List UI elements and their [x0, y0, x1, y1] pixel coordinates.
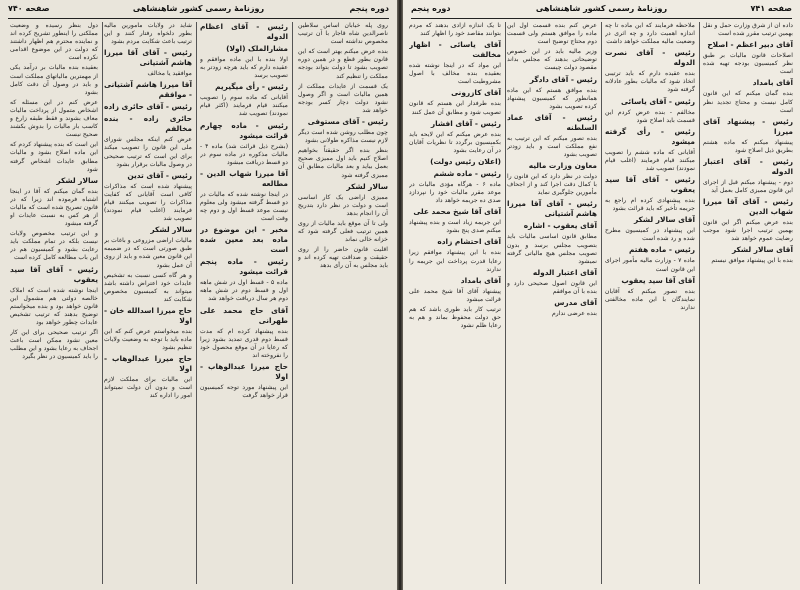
- paragraph: بنده پیشنهاد کرده ام که مدت قسط دوم قدری تمدید بشود زیرا که رعایا در آن موقع محصول خود را نفروخته اند: [200, 327, 288, 359]
- speaker-heading: رئیس - آقای آقا میرزا شهاب الدین: [703, 197, 793, 217]
- paragraph: مطابق قانون اساسی مالیات باید بتصویب مجلس برسد و بدون تصویب مجلس هیچ مالیاتی گرفته نمیشود: [507, 233, 597, 265]
- paragraph: اقلیت قانون حاضر را از روی حقیقت و صداقت تهیه کرده اند و باید مجلس به آن رأی بدهد: [298, 246, 388, 270]
- right-page-column: [507, 22, 597, 584]
- paragraph: بنده گمان میکنم که آقا در اینجا اشتباه فرموده اند زیرا که در قانون تصریح شده است که مالیات از هر کس به نسبت عایدات او گرفته میشود: [10, 187, 98, 228]
- speaker-heading: آقای اعتبار الدوله: [532, 267, 597, 277]
- speaker-heading: سالار لشکر: [56, 175, 98, 185]
- speaker-heading: رئیس - آقای عماد السلطنه: [507, 112, 597, 132]
- paragraph: مالیات اراضی مزروعی و باغات بر طبق صورتی است که در ضمیمه این قانون معین شده و باید از روی آن عمل بشود: [104, 237, 192, 269]
- paragraph: اگر ترتیب صحیحی برای این کار معین نشود ممکن است باعث اجحاف به رعایا بشود و این مطلب را باید کمیسیون در نظر بگیرد: [10, 329, 98, 361]
- paragraph: موافقید یا مخالف: [147, 70, 192, 78]
- paragraph: روی پله خیابان اساس سلاطین ناصرالدین شاه قاجار با آن ترتیب مخصوص نداشته است: [298, 22, 388, 46]
- column-divider: [699, 22, 700, 584]
- paragraph: پیشنهاد آقای آقا شیخ محمد علی قرائت میشود: [409, 287, 501, 303]
- speaker-heading: سالار لشکر: [150, 225, 192, 235]
- paragraph: این است که بنده پیشنهاد کردم که این ماده اصلاح بشود و مالیات مطابق عایدات اشخاص گرفته شود: [10, 141, 98, 173]
- speaker-heading: رئیس - آقای دادگر: [529, 74, 597, 84]
- paragraph: بنده با این پیشنهاد موافقم زیرا رعایا قدرت پرداخت این جریمه را ندارند: [409, 249, 501, 273]
- paragraph: آقایانی که ماده ششم را تصویب میکنند قیام فرمایند (اغلب قیام نمودند) تصویب شد: [605, 148, 695, 172]
- paragraph: یک قسمت از عایدات مملکت از همین مالیات است و اگر وصول نشود دولت دچار کسر بودجه خواهد شد: [298, 82, 388, 114]
- right-page-column: [605, 22, 695, 584]
- column-divider: [292, 22, 293, 584]
- speaker-heading: آقای سالار لشکر: [633, 215, 695, 225]
- paragraph: ملاحظه فرمایند که این ماده تا چه اندازه اهمیت دارد و چه اثری در وضعیت مالیه مملکت خواهد داشت: [605, 22, 695, 46]
- speaker-heading: سالار لشکر: [346, 181, 388, 191]
- paragraph: بنده پیشنهادی کرده ام راجع به جریمه تأخیر که باید قرائت بشود: [605, 197, 695, 213]
- paragraph: اصلاحات قانون مالیات بر طبق نظر کمیسیون بودجه تهیه شده است: [703, 52, 793, 76]
- right-page-column: [409, 22, 501, 584]
- paragraph: دوم - پیشنهاد میکنم قبل از اجرای این قانون ممیزی کامل بعمل آید: [703, 178, 793, 195]
- paragraph: بعقیده بنده مالیات بر درآمد یکی از مهمترین مالیاتهای مملکت است و باید در وصول آن دقت کامل بشود: [10, 64, 98, 96]
- speaker-heading: رئیس - رأی گرفته میشود: [605, 126, 695, 146]
- paragraph: پیشنهاد شده است که مذاکرات کافی است آقایانی که کفایت مذاکرات را تصویب میکنند قیام فرمایند (اغلب قیام نمودند) تصویب شد: [104, 182, 192, 223]
- speaker-heading: آقای آقا شیخ محمد علی: [413, 207, 501, 217]
- right-page-title: روزنامهٔ رسمی کشور شاهنشاهی: [535, 4, 668, 13]
- left-page-number: صفحه ۷۴۰: [8, 4, 50, 13]
- paragraph: این مواد که در اینجا نوشته شده بعقیده بنده مخالف با اصول مشروطیت است: [409, 62, 501, 86]
- speaker-heading: رئیس - آقای افشار: [430, 118, 501, 128]
- speaker-heading: رئیس - ماده هفتم: [628, 245, 695, 255]
- speaker-heading: رئیس - ماده پنجم قرائت میشود: [200, 257, 288, 277]
- right-page-column: [703, 22, 793, 584]
- column-divider: [196, 22, 197, 584]
- paragraph: بنده عرض میکنم بهتر است که این قانون بطور قطع و در همین دوره تصویب بشود تا دولت بتواند بودجه مملکت را تنظیم کند: [298, 48, 388, 80]
- speaker-heading: مخبر - این موضوع در ماده بعد معین شده است: [200, 225, 288, 255]
- paragraph: داده ان از شرق وزارت حمل و نقل بهمین ترتیب مقرر شده است: [703, 22, 793, 38]
- paragraph: عرض کنم بنده قسمت اول این ماده را موافق هستم ولی قسمت دوم محتاج توضیح است: [507, 22, 597, 46]
- paragraph: دول بنظر رسیده و وضعیت مملکتی را اینطور تشریح کرده اند و نماینده محترم هم اظهار داشتند که دولت در این موضوع اقدامی نکرده است: [10, 22, 98, 62]
- speaker-heading: آقای یعقوب - اشاره: [523, 221, 597, 231]
- right-page-number: صفحه ۷۴۱: [750, 4, 792, 13]
- speaker-heading: رئیس - پیشنهاد آقای میرزا: [703, 116, 793, 136]
- paragraph: ماده ۶ - هرگاه مؤدی مالیات در موعد مقرر مالیات خود را نپردازد صدی ده جریمه خواهد داد: [409, 180, 501, 205]
- speaker-heading: رئیس - آقای آقا سید یعقوب: [10, 264, 98, 284]
- paragraph: بنده با این پیشنهاد موافق نیستم: [711, 257, 793, 265]
- paragraph: بنده تصور میکنم که آقایان نمایندگان با این ماده مخالفتی ندارند: [605, 287, 695, 311]
- left-page: [0, 0, 397, 590]
- speaker-heading: آقای مدرس: [554, 297, 597, 307]
- paragraph: بنده گمان میکنم که این قانون کامل نیست و محتاج تجدید نظر است: [703, 90, 793, 114]
- speaker-heading: رئیس - آقای حائری زاده: [104, 102, 192, 112]
- speaker-heading: آقای کازرونی: [451, 88, 501, 98]
- right-header-rule: [411, 18, 792, 19]
- speaker-heading: رئیس - آقای آقا سید یعقوب: [605, 175, 695, 195]
- left-page-column: [298, 22, 388, 584]
- speaker-heading: رئیس - ماده ششم: [433, 168, 501, 178]
- paragraph: بنده تصور میکنم که این ترتیب به نفع مملکت است و باید زودتر تصویب بشود: [507, 134, 597, 159]
- speaker-heading: آقای بامداد: [460, 275, 501, 285]
- speaker-heading: آقای بامداد: [752, 78, 793, 88]
- paragraph: ولی تا آن موقع باید مالیات از روی همین ترتیب فعلی گرفته شود که خزانه خالی نماند: [298, 219, 388, 244]
- paragraph: بنظر بنده اگر حقیقتاً بخواهیم اصلاح کنیم باید اول ممیزی صحیح بعمل بیاید و بعد مالیات مطابق آن ممیزی گرفته شود: [298, 147, 388, 179]
- speaker-heading: رئیس - آقای آقا میرزا هاشم آشتیانی: [507, 199, 597, 219]
- paragraph: بنده طرفدار این هستم که قانون تصویب شود و مطابق آن عمل کنند: [409, 100, 501, 116]
- paragraph: شاید در ولایات مأمورین مالیه بطور دلخواه رفتار کنند و این ترتیب باعث شکایت مردم بشود: [104, 22, 192, 46]
- paragraph: و هر گاه کسی نسبت به تشخیص عایدات خود اعتراض داشته باشد میتواند به کمیسیون مخصوص شکایت کند: [104, 271, 192, 303]
- paragraph: اینجا نوشته شده است که املاک خالصه دولتی هم مشمول این قانون خواهد بود و بنده میخواستم توضیح بدهند که ترتیب تشخیص عایدات چطور خواهد بود: [10, 286, 98, 326]
- speaker-heading: رئیس - آقای آقا میرزا هاشم آشتیانی: [104, 48, 192, 68]
- left-page-title: روزنامهٔ رسمی کشور شاهنشاهی: [132, 4, 265, 13]
- paragraph: بنده میخواستم عرض کنم که این ماده باید با توجه به وضعیت ولایات تنظیم بشود: [104, 327, 192, 352]
- paragraph: این قانون اصول صحیحی دارد و بنده با آن موافقم: [507, 279, 597, 295]
- left-header-rule: [8, 18, 389, 19]
- speaker-heading: رئیس - آقای نصرت الدوله: [605, 48, 695, 68]
- paragraph: (بشرح ذیل قرائت شد) ماده ۴ - مالیات مذکوره در ماده سوم در دو قسط دریافت میشود: [200, 142, 288, 166]
- paragraph: دولت در نظر دارد که این قانون را با کمال دقت اجرا کند و از اجحاف مأمورین جلوگیری نماید: [507, 173, 597, 197]
- paragraph: آقایانی که ماده سوم را تصویب میکنند قیام فرمایند (اکثر قیام نمودند) تصویب شد: [200, 94, 288, 118]
- left-page-header: [8, 4, 389, 18]
- paragraph: این مالیات برای مملکت لازم است و بدون آن دولت نمیتواند امور را اداره کند: [104, 376, 192, 400]
- right-page-header: [411, 4, 792, 18]
- speaker-heading: آقای یاسائی - اظهار مخالفت: [409, 40, 501, 60]
- left-page-column: [104, 22, 192, 584]
- paragraph: پیشنهاد میکنم که ماده هشتم بطریق ذیل اصلاح شود: [703, 138, 793, 154]
- speaker-heading: رئیس - رأی میگیریم: [215, 82, 288, 92]
- speaker-heading: آقای آقا سید یعقوب: [621, 275, 695, 285]
- paragraph: بنده عرضی ندارم: [551, 309, 597, 317]
- speaker-heading: آقای دبیر اعظم - اصلاح: [707, 40, 793, 50]
- paragraph: این جریمه زیاد است و بنده پیشنهاد میکنم صدی پنج بشود: [409, 219, 501, 235]
- speaker-heading: حاج میرزا اسدالله خان - اولا: [104, 305, 192, 325]
- paragraph: در اینجا نوشته شده که مالیات در دو قسط گرفته میشود ولی معلوم نیست موعد قسط اول و دوم چه وقت است: [200, 190, 288, 223]
- right-page-period: دوره پنجم: [411, 4, 451, 13]
- paragraph: عرض کنم اینکه مجلس شورای ملی این قانون را تصویب میکند برای این است که ترتیب صحیحی در وصول مالیات برقرار بشود: [104, 136, 192, 168]
- paragraph: این پیشنهاد در کمیسیون مطرح شده و رد شده است: [605, 227, 695, 243]
- speaker-heading: آقای حاج محمد علی طهرانی: [200, 305, 288, 325]
- column-divider: [505, 22, 506, 584]
- column-divider: [102, 22, 103, 584]
- paragraph: بنده عرض میکنم که این لایحه باید بکمیسیون برگردد تا نظریات آقایان در آن رعایت بشود: [409, 130, 501, 154]
- paragraph: و این ترتیب مخصوص ولایات نیست بلکه در تمام مملکت باید رعایت بشود و کمیسیون هم در این باب مطالعه کامل کرده است: [10, 230, 98, 262]
- paragraph: بنده عرض میکنم اگر این قانون بهمین ترتیب اجرا شود موجب رضایت عموم خواهد شد: [703, 219, 793, 243]
- paragraph: این پیشنهاد مورد توجه کمیسیون قرار خواهد گرفت: [200, 383, 288, 399]
- paragraph: ممیزی اراضی یک کار اساسی است و دولت در نظر دارد بتدریج آن را انجام بدهد: [298, 193, 388, 217]
- paragraph: عرض کنم در این مسئله که اشخاص متمول از پرداخت مالیات معاف بشوند و فقط طبقه زارع و کاسب بار مالیات را بدوش بکشند صحیح نیست: [10, 98, 98, 139]
- speaker-heading: رئیس - آقای اعظام الدوله: [200, 22, 288, 41]
- paragraph: چون مطلب روشن شده است دیگر لازم نیست مذاکره طولانی بشود: [298, 129, 388, 145]
- speaker-heading: رئیس - ماده چهارم قرائت میشود: [200, 120, 288, 140]
- speaker-heading: رئیس - آقای مستوفی: [307, 117, 388, 127]
- speaker-heading: آقای سالار لشکر: [731, 245, 793, 255]
- speaker-heading: حاج میرزا عبدالوهاب - اولا: [104, 354, 192, 374]
- speaker-heading: (اعلان رئیس دولت): [430, 156, 501, 166]
- paragraph: بنده موافق هستم که این ماده همانطور که کمیسیون پیشنهاد کرده تصویب بشود: [507, 86, 597, 110]
- column-divider: [601, 22, 602, 584]
- speaker-heading: رئیس - آقای یاسائی: [620, 96, 695, 106]
- paragraph: تا یک اندازه آزادی بدهند که مردم بتوانند مقاصد خود را اظهار کنند: [409, 22, 501, 38]
- left-page-period: دوره پنجم: [349, 4, 389, 13]
- speaker-heading: حائری زاده - بنده مخالفم: [104, 114, 192, 134]
- speaker-heading: آقای احتشام زاده: [437, 237, 501, 247]
- speaker-heading: آقا میرزا شهاب الدین - مطالعه: [200, 168, 288, 188]
- paragraph: ماده ۷ - وزارت مالیه مأمور اجرای این قانون است: [605, 257, 695, 273]
- left-page-column: [200, 22, 288, 584]
- speaker-heading: حاج میرزا عبدالوهاب - اولا: [200, 361, 288, 381]
- paragraph: مخالفم - بنده عرض کردم این قسمت باید اصلاح شود: [605, 108, 695, 124]
- paragraph: بنده عقیده دارم که باید ترتیبی اتخاذ شود که مالیات بطور عادلانه گرفته شود: [605, 70, 695, 94]
- paragraph: اولا بنده با این ماده موافقم و عقیده دارم که باید هرچه زودتر به تصویب برسد: [200, 56, 288, 80]
- paragraph: ترتیب کار باید طوری باشد که هم حق دولت محفوظ بماند و هم به رعایا ظلم نشود: [409, 305, 501, 330]
- speaker-heading: آقا میرزا هاشم آشتیانی - موافقم: [104, 80, 192, 100]
- speaker-heading: رئیس - آقای تدین: [127, 170, 192, 180]
- speaker-heading: رئیس - آقای اعتبار الدوله: [703, 156, 793, 176]
- paragraph: وزیر مالیه باید در این خصوص توضیحاتی بدهند که مجلس بداند مقصود دولت چیست: [507, 48, 597, 72]
- speaker-heading: معاون وزارت مالیه: [528, 161, 597, 171]
- speaker-heading: مشارالملک (اولا): [226, 44, 288, 53]
- left-page-column: [10, 22, 98, 584]
- right-page: [403, 0, 800, 590]
- paragraph: ماده ۵ - قسط اول در شش ماهه اول و قسط دوم در شش ماهه دوم هر سال دریافت خواهد شد: [200, 279, 288, 303]
